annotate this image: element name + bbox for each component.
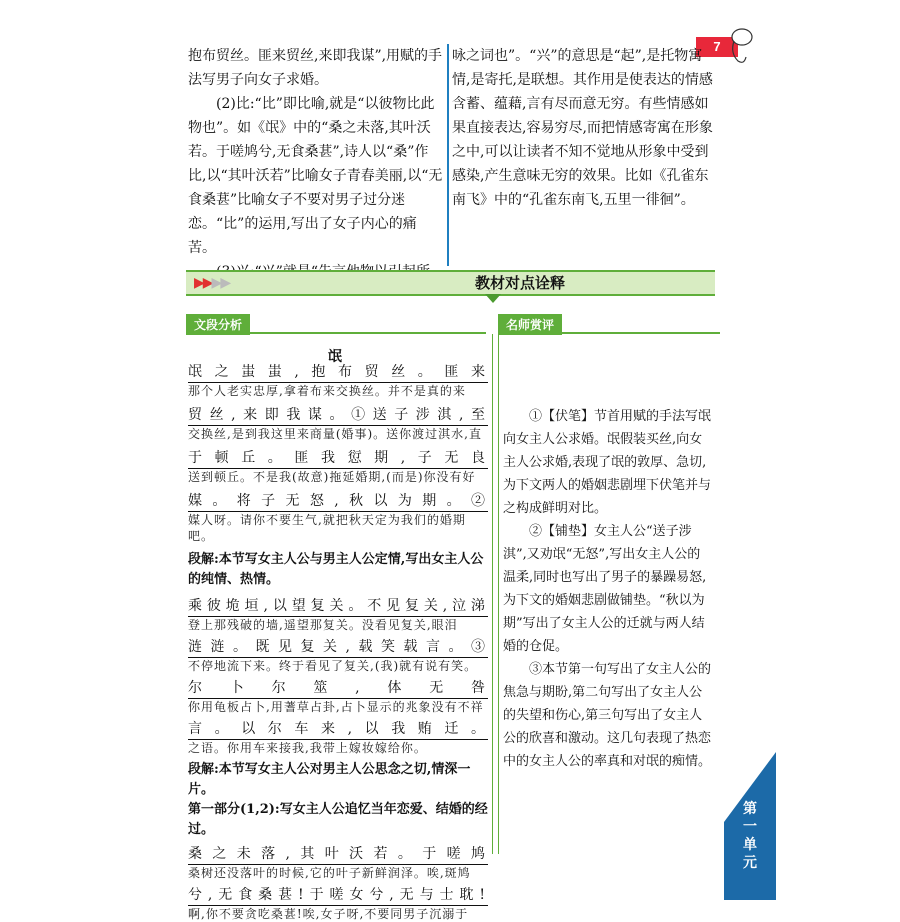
comment-2: ②【铺垫】女主人公“送子涉淇”,又劝氓“无怒”,写出女主人公的温柔,同时也写出了男子的暴躁易怒,为下文的婚姻悲剧做铺垫。“秋以为期”写出了女主人公的迁就与两人结婚的仓促。 xyxy=(503,524,707,654)
poem-line-7: 尔卜尔筮,体无咎 你用龟板占卜,用蓍草占卦,占卜显示的兆象没有不祥 xyxy=(188,680,488,714)
left-tag-rule xyxy=(186,332,486,334)
top-right-para: 咏之词也”。“兴”的意思是“起”,是托物寓情,是寄托,是联想。其作用是使表达的情感含蓄、蕴藉,言有尽而意无穷。有些情感如果直接表达,容易穷尽,而把情感寄寓在形象之中,可以让读者不知不觉地从形象中受到感染,产生意味无穷的效果。比如《孔雀东南飞》中的“孔雀东南飞,五里一徘徊”。 xyxy=(452,48,713,208)
right-tag-rule xyxy=(498,332,720,334)
banner-title: 教材对点诠释 xyxy=(474,274,565,292)
page-number: 7 xyxy=(696,37,738,57)
banner-pointer-icon xyxy=(485,294,501,303)
column-divider xyxy=(447,44,449,266)
segment-note-2: 段解:本节写女主人公对男主人公思念之切,情深一片。 xyxy=(188,762,471,797)
poem-line-5: 乘彼垝垣,以望复关。不见复关,泣涕 登上那残破的墙,遥望那复关。没看见复关,眼泪 xyxy=(188,598,488,632)
top-left-para-2: (2)比:“比”即比喻,就是“以彼物比此物也”。如《氓》中的“桑之未落,其叶沃若。于嗟鸠兮,无食桑葚”,诗人以“桑”作比,以“其叶沃若”比喻女子青春美丽,以“无食桑葚”比喻女子不要对男子过分迷恋。“比”的运用,写出了女子内心的痛苦。 xyxy=(188,96,443,256)
poem-line-10: 兮,无食桑葚!于嗟女兮,无与士耽! 啊,你不要贪吃桑葚!唉,女子呀,不要同男子沉溺于 xyxy=(188,887,488,921)
poem-line-8: 言。以尔车来,以我贿迁。 之语。你用车来接我,我带上嫁妆嫁给你。 xyxy=(188,721,488,755)
poem-line-4: 媒。将子无怒,秋以为期。② 媒人呀。请你不要生气,就把秋天定为我们的婚期吧。 xyxy=(188,493,488,543)
top-right-column xyxy=(452,44,718,212)
top-left-column xyxy=(188,44,443,284)
right-box-border xyxy=(498,334,499,854)
poem-line-6: 涟涟。既见复关,载笑载言。③ 不停地流下来。终于看见了复关,(我)就有说有笑。 xyxy=(188,639,488,673)
right-section-tag: 名师赏评 xyxy=(498,314,562,335)
poem-line-3: 于顿丘。匪我愆期,子无良 送到顿丘。不是我(故意)拖延婚期,(而是)你没有好 xyxy=(188,450,488,484)
segment-note-1: 段解:本节写女主人公与男主人公定情,写出女主人公的纯情、热情。 xyxy=(188,552,484,587)
part-summary: 第一部分(1,2):写女主人公追忆当年恋爱、结婚的经过。 xyxy=(188,802,488,837)
teacher-commentary xyxy=(503,405,713,773)
arrows-icon: ▶▶▶▶ xyxy=(194,275,230,291)
poem-line-2: 贸丝,来即我谋。①送子涉淇,至 交换丝,是到我这里来商量(婚事)。送你渡过淇水,直 xyxy=(188,407,488,441)
page-curl-icon xyxy=(728,27,758,67)
top-left-para-1: 抱布贸丝。匪来贸丝,来即我谋”,用赋的手法写男子向女子求婚。 xyxy=(188,48,443,88)
poem-line-1: 氓之蚩蚩,抱布贸丝。匪来 那个人老实忠厚,拿着布来交换丝。并不是真的来 xyxy=(188,364,488,398)
poem-analysis xyxy=(188,362,488,922)
unit-label: 第一单元 xyxy=(743,801,757,871)
comment-3: ③本节第一句写出了女主人公的焦急与期盼,第二句写出了女主人公的失望和伤心,第三句写出了女主人公的欣喜和激动。这几句表现了热恋中的女主人公的率真和对氓的痴情。 xyxy=(503,662,712,769)
left-box-border xyxy=(492,334,493,854)
section-banner xyxy=(186,270,715,296)
poem-title: 氓 xyxy=(328,349,342,365)
poem-line-9: 桑之未落,其叶沃若。于嗟鸠 桑树还没落叶的时候,它的叶子新鲜润泽。唉,斑鸠 xyxy=(188,846,488,880)
comment-1: ①【伏笔】节首用赋的手法写氓向女主人公求婚。氓假装买丝,向女主人公求婚,表现了氓的敦厚、急切,为下文两人的婚姻悲剧埋下伏笔并与之构成鲜明对比。 xyxy=(503,409,712,516)
left-section-tag: 文段分析 xyxy=(186,314,250,335)
